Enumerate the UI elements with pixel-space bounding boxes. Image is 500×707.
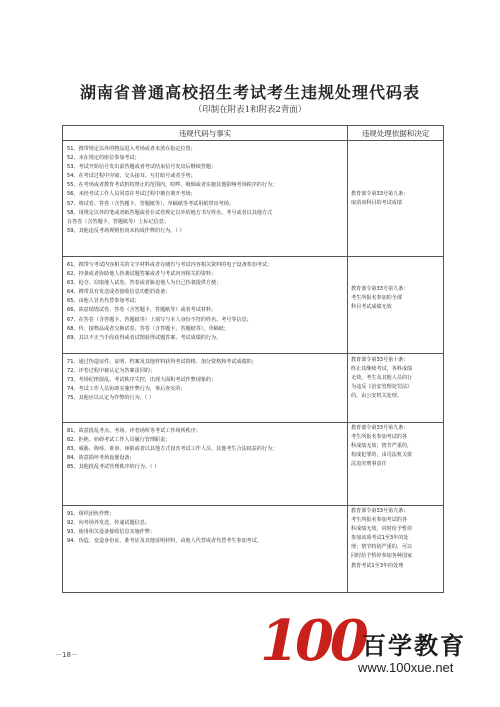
violation-item: 92、向考场外发送、传递试题信息； bbox=[67, 520, 150, 527]
violation-list-group-90 bbox=[63, 506, 347, 546]
basis-line: 教育部令第33号第九条： bbox=[351, 508, 409, 514]
basis-cell-group-70 bbox=[348, 354, 443, 401]
violation-item: 71、通过伪造证件、证明、档案及其他材料获得考试资格、加分资格和考试成绩的； bbox=[67, 359, 257, 365]
basis-line: 取消该科目的考试成绩 bbox=[351, 200, 402, 207]
table-header-row bbox=[63, 126, 444, 141]
violation-item: 63、抢夺、窃取他人试卷、答卷或者胁迫他人为自己抄袭提供方便； bbox=[67, 280, 222, 287]
basis-cell-group-90 bbox=[348, 506, 443, 571]
document-title: 湖南省普通高校招生考试考生违规处理代码表 bbox=[79, 83, 420, 102]
violation-item: 55、在考场或者教育考试机构禁止的范围内，喧哗、吸烟或者实施其他影响考场秩序的行为； bbox=[67, 182, 278, 189]
table-row bbox=[63, 141, 444, 257]
violation-item: 65、由他人冒名代替参加考试； bbox=[67, 298, 140, 305]
violation-item: 74、考试工作人员协助实施作弊行为，事后查实的； bbox=[67, 386, 186, 393]
basis-line: 科目考试成绩无效 bbox=[351, 304, 392, 311]
basis-line: 教育考试1至3年的处理 bbox=[351, 562, 404, 569]
basis-line: 构成犯罪的，由司法机关依 bbox=[351, 452, 413, 459]
violation-item: 67、在答卷（含答题卡、答题纸等）上填写与本人身份不符的姓名、考号等信息； bbox=[67, 316, 252, 323]
brand-logo bbox=[258, 606, 498, 696]
violation-item: 64、携带具有发送或者接收信息功能的设备； bbox=[67, 289, 171, 296]
violation-item: 54、在考试过程中旁窥、交头接耳、互打暗号或者手势； bbox=[67, 173, 196, 180]
page-number: －18－ bbox=[55, 651, 78, 659]
violation-list-group-60 bbox=[63, 257, 347, 343]
violation-item: 84、故意损坏考场设施设备； bbox=[67, 455, 135, 462]
violation-item: 82、拒绝、妨碍考试工作人员履行管理职责； bbox=[67, 437, 171, 444]
violation-item: 在答卷（含答题卡、答题纸等）上标记信息； bbox=[67, 218, 169, 225]
violation-item: 61、携带与考试内容相关的文字材料或者存储有与考试内容相关资料的电子设备参加考试； bbox=[67, 262, 273, 268]
violation-item: 58、用规定以外的笔或者纸答题或者在试卷规定以外的地方书写姓名、考号或者以其他方式 bbox=[67, 209, 273, 216]
table-row bbox=[63, 423, 444, 506]
violation-item: 73、考场纪律混乱、考试秩序失控，出现大面积考试作弊现象的； bbox=[67, 377, 217, 384]
violation-item: 66、故意销毁试卷、答卷（含答题卡、答题纸等）或者考试材料； bbox=[67, 307, 217, 314]
violation-item: 59、其他违反考场规则但尚未构成作弊的行为。（ ） bbox=[67, 227, 185, 234]
basis-line: 考生所报名参加考试的各 bbox=[351, 517, 408, 524]
violation-item: 69、其以不正当手段获得或者试图获得试题答案、考试成绩的行为。 bbox=[67, 334, 222, 341]
basis-line: 法追究刑事责任 bbox=[351, 461, 387, 468]
basis-line: 理；情节特别严重的，可以 bbox=[351, 544, 413, 551]
logo-name: 百学教育 bbox=[362, 632, 466, 660]
violation-list-group-70 bbox=[63, 354, 347, 403]
logo-number: 100 bbox=[260, 608, 365, 674]
violation-item: 57、将试卷、答卷（含答题卡、答题纸等）、草稿纸等考试用纸带出考场； bbox=[67, 200, 234, 207]
table-row bbox=[63, 354, 444, 423]
basis-line: 教育部令第33号第九条： bbox=[351, 286, 409, 292]
basis-line: 科成绩无效；情节严重的， bbox=[351, 443, 413, 450]
violation-code-table bbox=[62, 125, 444, 593]
basis-line: 为违反《治安管理处罚法》 bbox=[351, 384, 413, 391]
violation-item: 56、未经考试工作人员同意在考试过程中擅自离开考场； bbox=[67, 191, 196, 198]
violation-item: 53、考试开始信号发出前答题或者考试结束信号发出后继续答题； bbox=[67, 164, 217, 171]
basis-line: 教育部令第33号第九条： bbox=[351, 425, 409, 431]
violation-item: 93、使用相关设备接收信息实施作弊； bbox=[67, 529, 155, 536]
violation-item: 85、其他扰乱考试管理秩序的行为。（ ） bbox=[67, 464, 160, 471]
basis-line: 考生所报名参加的全部 bbox=[351, 295, 402, 302]
violation-item: 91、组织团伙作弊； bbox=[67, 511, 115, 517]
violation-item: 52、未在规定的座位参加考试； bbox=[67, 155, 140, 162]
basis-line: 考生所报名参加考试的各 bbox=[351, 434, 408, 441]
violation-item: 68、传、接物品或者交换试卷、答卷（含答题卡、答题纸等）、草稿纸； bbox=[67, 325, 229, 332]
table-row bbox=[63, 257, 444, 354]
violation-list-group-80 bbox=[63, 423, 347, 472]
basis-line: 同时给予暂停参加各种国家 bbox=[351, 553, 413, 560]
basis-line: 教育部令第33号第九条： bbox=[351, 191, 409, 197]
violation-item: 62、抄袭或者协助他人抄袭试题答案或者与考试内容相关的资料； bbox=[67, 271, 217, 278]
basis-line: 终止其继续考试，各科成绩 bbox=[351, 366, 413, 373]
column-header-basis: 违规处理依据和决定 bbox=[348, 126, 444, 141]
violation-item: 83、威胁、侮辱、诽谤、诬陷或者以其他方式侵害考试工作人员、其他考生合法权益的行为； bbox=[67, 446, 278, 453]
violation-item: 81、故意扰乱考点、考场、评卷场所等考试工作场所秩序； bbox=[67, 428, 201, 434]
violation-item: 72、评卷过程中被认定为答案雷同的； bbox=[67, 368, 155, 375]
violation-item: 75、其他应以认定为作弊的行为。（ ） bbox=[67, 395, 155, 402]
basis-line: 教育部令第33号第十条： bbox=[351, 357, 409, 363]
basis-line: 的，由公安机关处理。 bbox=[351, 393, 402, 400]
basis-cell-group-60 bbox=[348, 257, 443, 312]
column-header-violation: 违规代码与事实 bbox=[63, 126, 348, 141]
basis-line: 科成绩无效，同时给予暂停 bbox=[351, 526, 413, 533]
document-subtitle: （印制在附表1和附表2背面） bbox=[193, 105, 307, 115]
logo-url: www.100xue.net bbox=[358, 660, 454, 675]
violation-item: 51、携带规定以外的物品进入考场或者未放在指定位置； bbox=[67, 146, 196, 152]
basis-line: 无效，考生及其他人员的行 bbox=[351, 375, 413, 382]
basis-cell-group-80 bbox=[348, 423, 443, 469]
basis-line: 参加该项考试1至3年的处 bbox=[351, 535, 409, 542]
violation-list-group-50 bbox=[63, 141, 347, 236]
basis-cell-group-50 bbox=[348, 141, 443, 208]
violation-item: 94、伪造、变造身份证、准考证及其他证明材料，由他人代替或者代替考生参加考试。 bbox=[67, 538, 262, 545]
table-row bbox=[63, 506, 444, 593]
